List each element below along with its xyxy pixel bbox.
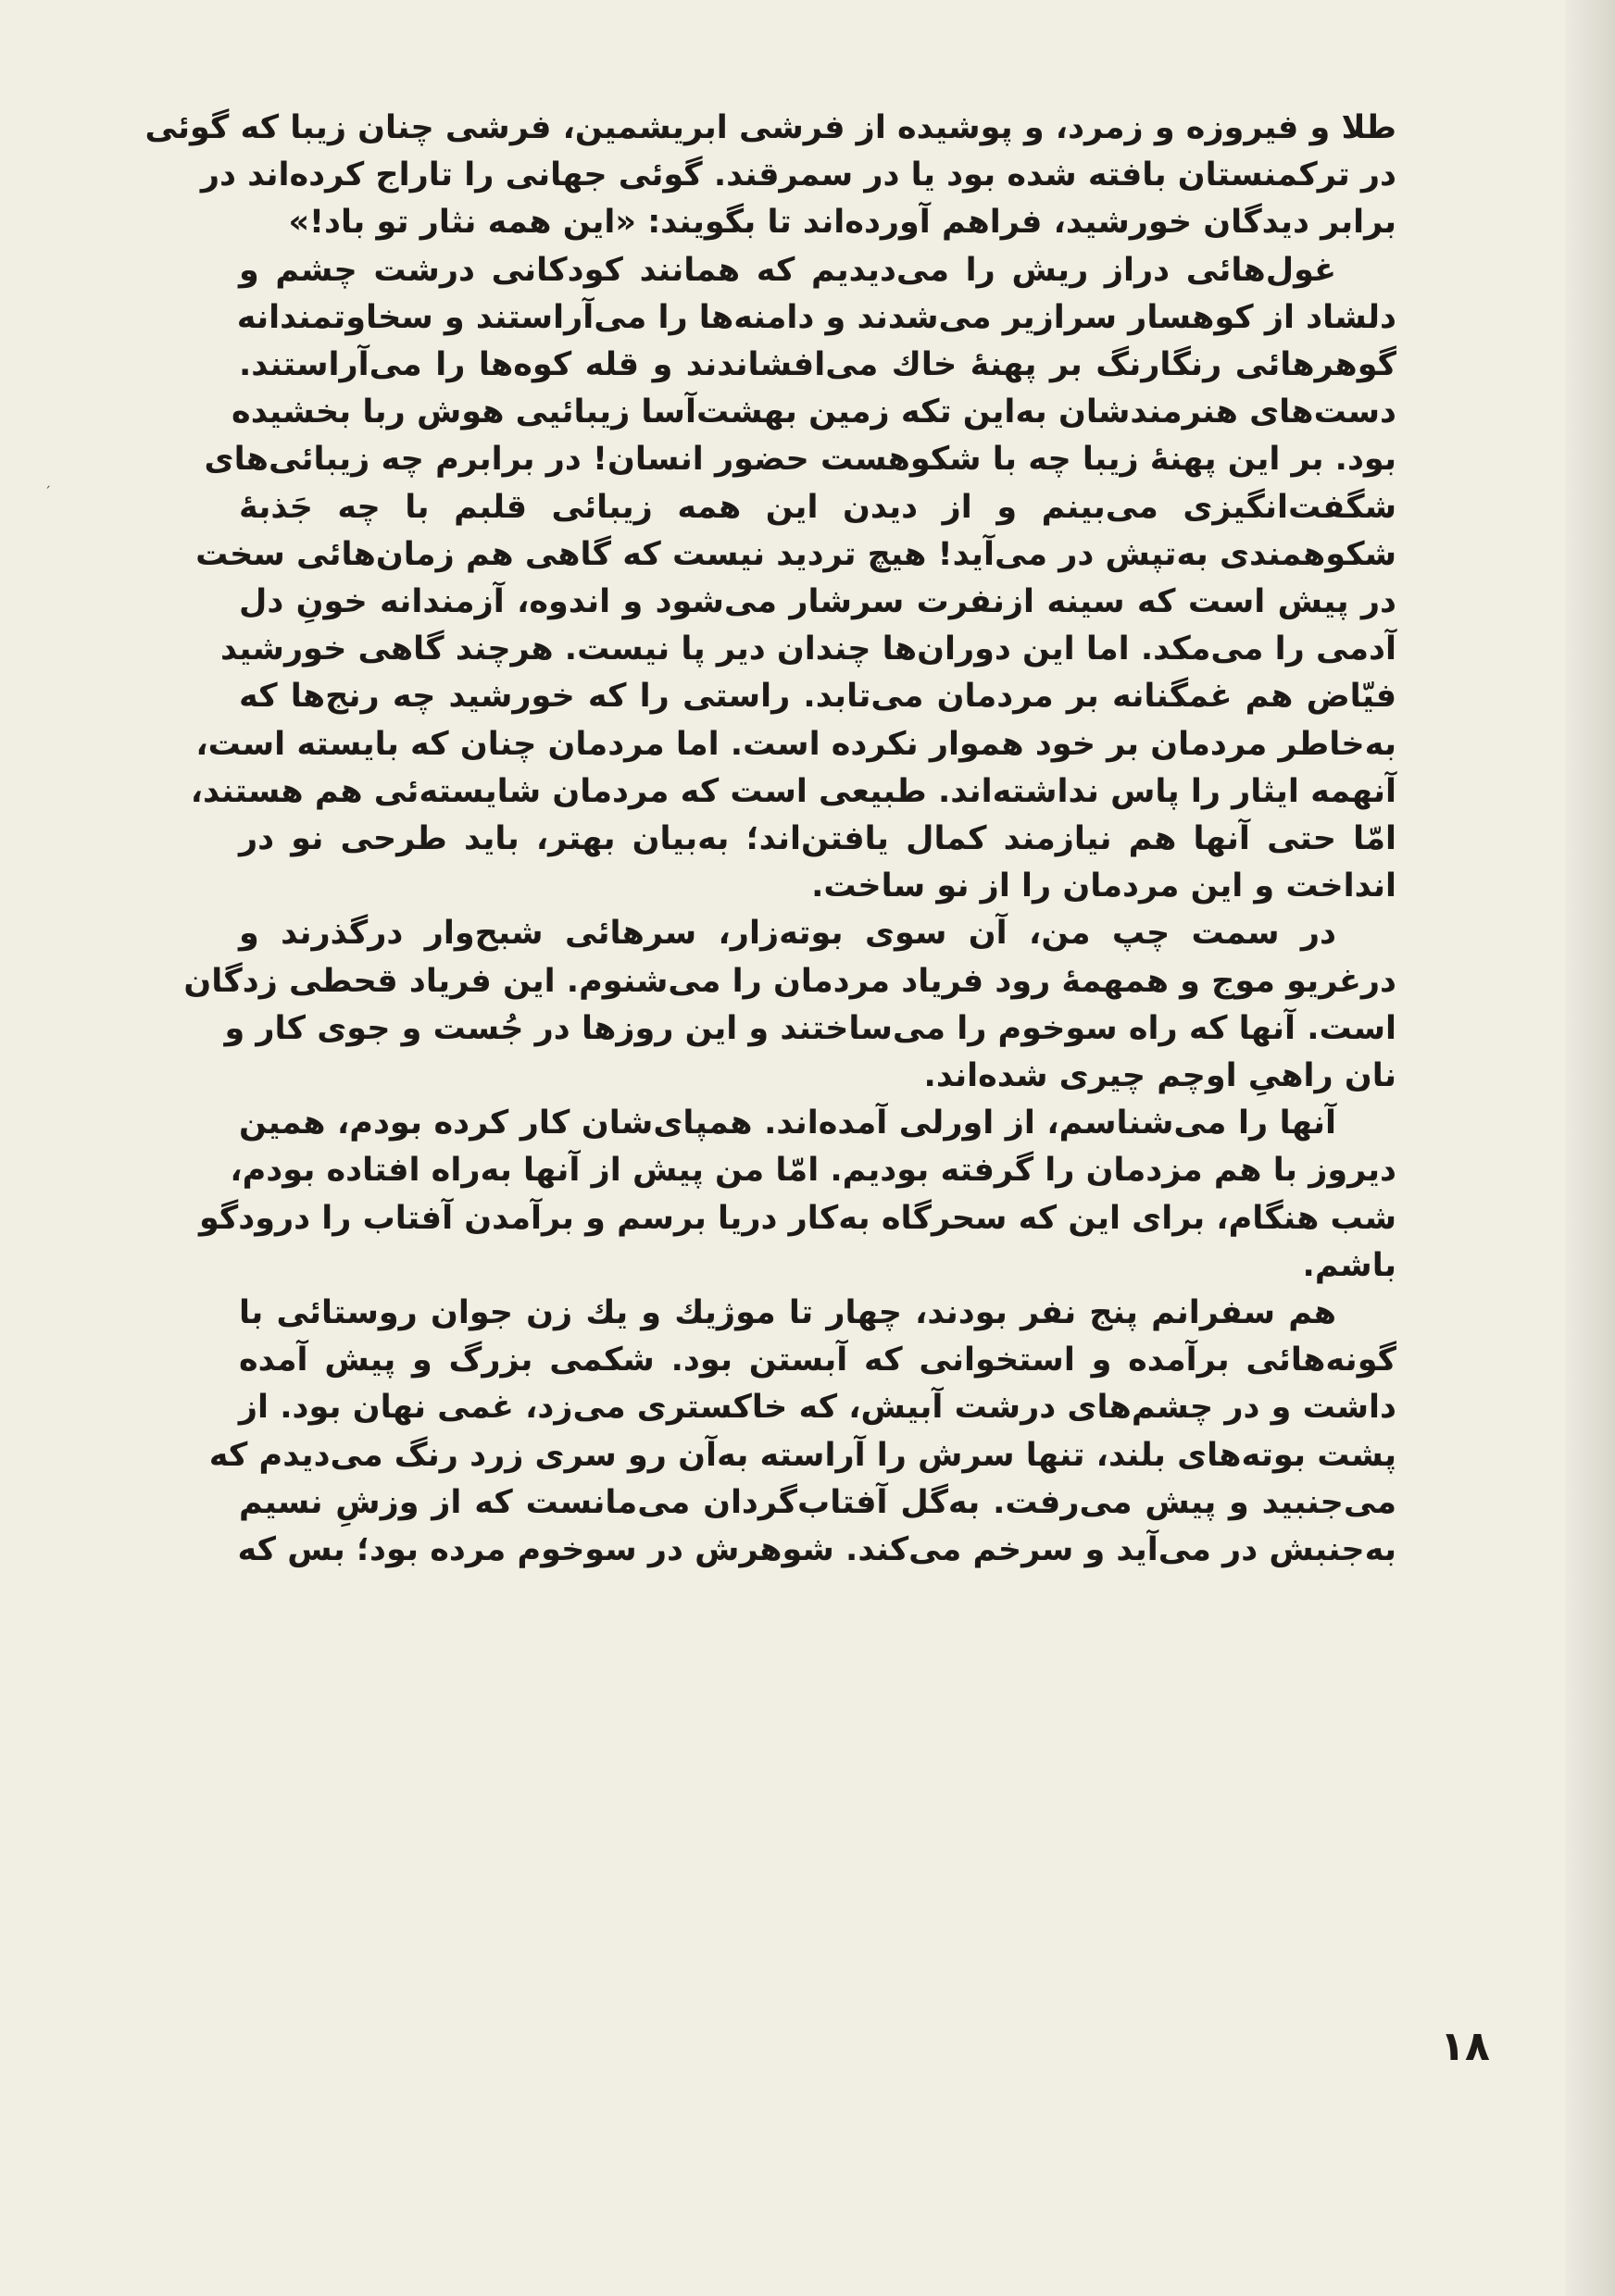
text-line: پشت بوته‌های بلند، تنها سرش را آراسته به‌آن رو سری زرد رنگ می‌دیدم که <box>208 1436 1396 1474</box>
text-line: فیّاض هم غمگنانه بر مردمان می‌تابد. راستی را که خورشید چه رنج‌ها که <box>239 678 1396 716</box>
margin-mark: ˏ <box>44 474 51 489</box>
text-line: دلشاد از کوهسار سرازیر می‌شدند و دامنه‌ها را می‌آراستند و سخاوتمندانه <box>236 298 1396 336</box>
text-line: به‌خاطر مردمان بر خود هموار نکرده است. اما مردمان چنان که بایسته است، <box>195 725 1396 763</box>
page-number: ۱۸ <box>1440 2023 1490 2070</box>
text-line: در ترکمنستان بافته شده بود یا در سمرقند. گوئی جهانی را تاراج کرده‌اند در <box>200 156 1396 194</box>
text-line: شگفت‌انگیزی می‌بینم و از دیدن این همه زیبائی قلبم با چه جَذبهٔ <box>239 488 1396 526</box>
text-line: هم سفرانم پنج نفر بودند، چهار تا موژیك و یك زن جوان روستائی با <box>239 1294 1336 1331</box>
body-text <box>0 100 1615 2137</box>
text-line: آدمی را می‌مکد. اما این دوران‌ها چندان دیر پا نیست. هرچند گاهی خورشید <box>220 630 1396 668</box>
text-line: شکوهمندی به‌تپش در می‌آید! هیچ تردید نیست که گاهی هم زمان‌هائی سخت <box>195 535 1396 573</box>
text-line: است. آنها که راه سوخوم را می‌ساختند و این روزها در جُست و جوی کار و <box>224 1009 1396 1047</box>
text-line: بود. بر این پهنهٔ زیبا چه با شکوهست حضور انسان! در برابرم چه زیبائی‌های <box>204 441 1396 479</box>
text-line: در سمت چپ من، آن سوی بوته‌زار، سرهائی شبح‌وار درگذرند و <box>239 915 1336 953</box>
text-line: درغریو موج و همهمهٔ رود فریاد مردمان را می‌شنوم. این فریاد قحطی زدگان <box>183 962 1396 1000</box>
text-line: داشت و در چشم‌های درشت آبیش، که خاکستری می‌زد، غمی نهان بود. از <box>238 1389 1396 1427</box>
text-line: انداخت و این مردمان را از نو ساخت. <box>811 867 1396 905</box>
text-line: غول‌هائی دراز ریش را می‌دیدیم که همانند کودکانی درشت چشم و <box>239 251 1336 289</box>
text-line: گونه‌هائی برآمده و استخوانی که آبستن بود. شکمی بزرگ و پیش آمده <box>239 1341 1396 1379</box>
text-line: آنهمه ایثار را پاس نداشته‌اند. طبیعی است که مردمان شایسته‌ئی هم هستند، <box>190 772 1396 810</box>
text-line: گوهرهائی رنگارنگ بر پهنهٔ خاك می‌افشاندند و قله کوه‌ها را می‌آراستند. <box>239 346 1396 383</box>
text-line: طلا و فیروزه و زمرد، و پوشیده از فرشی ابریشمین، فرشی چنان زیبا که گوئی <box>144 109 1396 146</box>
text-line: برابر دیدگان خورشید، فراهم آورده‌اند تا بگویند: «این همه نثار تو باد!» <box>288 204 1396 242</box>
text-line: به‌جنبش در می‌آید و سرخم می‌کند. شوهرش در سوخوم مرده بود؛ بس که <box>237 1531 1396 1568</box>
text-line: می‌جنبید و پیش می‌رفت. به‌گل آفتاب‌گردان می‌مانست که از وزشِ نسیم <box>239 1483 1396 1521</box>
text-line: آنها را می‌شناسم، از اورلی آمده‌اند. همپای‌شان کار کرده بودم، همین <box>239 1104 1336 1142</box>
text-line: دست‌های هنرمندشان به‌این تکه زمین بهشت‌آسا زیبائیی هوش ربا بخشیده <box>232 393 1396 431</box>
text-line: دیروز با هم مزدمان را گرفته بودیم. امّا من پیش از آنها به‌راه افتاده بودم، <box>230 1152 1396 1190</box>
text-line: امّا حتی آنها هم نیازمند کمال یافتن‌اند؛ به‌بیان بهتر، باید طرحی نو در <box>239 820 1396 857</box>
text-line: شب هنگام، برای این که سحرگاه به‌کار دریا برسم و برآمدن آفتاب را درودگو <box>198 1199 1396 1237</box>
text-line: باشم. <box>1302 1246 1396 1284</box>
text-line: نان راهیِ اوچم چیری شده‌اند. <box>923 1057 1396 1094</box>
text-line: در پیش است که سینه ازنفرت سرشار می‌شود و اندوه، آزمندانه خونِ دل <box>239 583 1396 620</box>
